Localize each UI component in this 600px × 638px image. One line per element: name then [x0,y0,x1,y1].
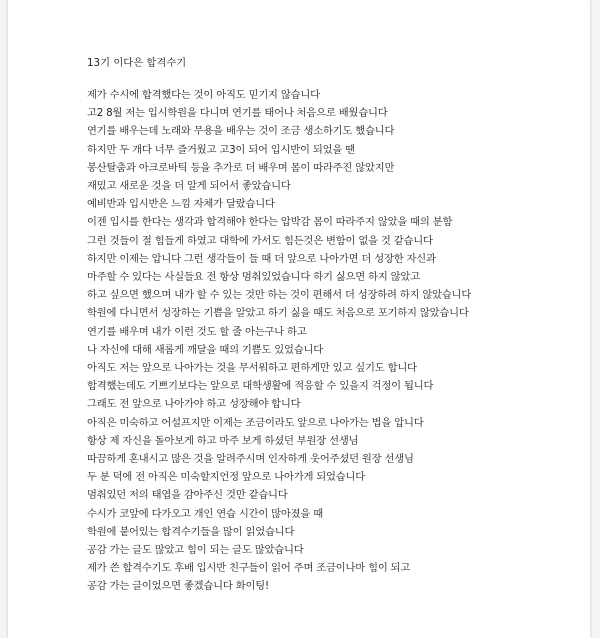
body-line: 봉산탈춤과 아크로바틱 등을 추가로 더 배우며 몸이 따라주진 않았지만 [87,161,395,174]
body-line: 수시가 코앞에 다가오고 개인 연습 시간이 많아졌을 때 [87,507,323,520]
body-line: 멈춰있던 저의 태엽을 감아주신 것만 같습니다 [87,489,288,502]
document-title: 13기 이다은 합격수기 [87,57,187,69]
body-line: 하고 싶으면 했으며 내가 할 수 있는 것만 하는 것이 편해서 더 성장하려 하지 않았습니다 [87,289,472,302]
body-line: 고2 8월 저는 입시학원을 다니며 연기를 태어나 처음으로 배웠습니다 [87,107,388,120]
body-line: 아직도 저는 앞으로 나아가는 것을 무서워하고 편하게만 있고 싶기도 합니다 [87,362,417,375]
body-line: 아직은 미숙하고 어설프지만 이제는 조금이라도 앞으로 나아가는 법을 압니다 [87,416,424,429]
body-line: 제가 쓴 합격수기도 후배 입시반 친구들이 읽어 주며 조금이나마 힘이 되고 [87,562,411,575]
body-line: 예비반과 입시반은 느낌 자체가 달랐습니다 [87,198,275,211]
body-line: 제가 수시에 합격했다는 것이 아직도 믿기지 않습니다 [87,89,320,101]
body-line: 연기를 배우는데 노래와 무용을 배우는 것이 조금 생소하기도 했습니다 [87,125,395,138]
body-line: 그런 것들이 절 힘들게 하였고 대학에 가서도 힘든것은 변함이 없을 것 같습니다 [87,234,433,247]
body-line: 공감 가는 글이었으면 좋겠습니다 화이팅! [87,580,269,593]
document-body [87,86,570,596]
body-line: 그래도 전 앞으로 나아가야 하고 성장해야 합니다 [87,398,301,411]
body-line: 두 분 덕에 전 아직은 미숙할지언정 앞으로 나아가게 되었습니다 [87,471,365,484]
body-line: 학원에 붙어있는 합격수기들을 많이 읽었습니다 [87,525,295,538]
body-line: 이젠 입시를 한다는 생각과 합격해야 한다는 압박감 몸이 따라주지 않았을 때의 분함 [87,216,453,229]
body-line: 항상 제 자신을 돌아보게 하고 마주 보게 하셨던 부원장 선생님 [87,434,359,447]
body-line: 나 자신에 대해 새롭게 깨달을 때의 기쁨도 있었습니다 [87,343,323,356]
document-page [8,0,590,638]
body-line: 재밌고 새로운 것을 더 알게 되어서 좋았습니다 [87,180,291,193]
body-line: 하지만 이제는 압니다 그런 생각들이 들 때 더 앞으로 나아가면 더 성장한 자신과 [87,252,436,265]
body-line: 학원에 다니면서 성장하는 기쁨을 알았고 하기 싫을 때도 처음으로 포기하지 않았습니다 [87,307,469,320]
body-line: 공감 가는 글도 많았고 힘이 되는 글도 많았습니다 [87,544,304,557]
body-line: 하지만 두 개다 너무 즐거웠고 고3이 되어 입시반이 되었을 땐 [87,143,355,156]
body-line: 마주할 수 있다는 사실들요 전 항상 멈춰있었습니다 하기 싫으면 하지 않았고 [87,271,420,284]
body-line: 연기를 배우며 내가 이런 것도 할 줄 아는구나 하고 [87,325,307,338]
body-line: 합격했는데도 기쁘기보다는 앞으로 대학생활에 적응할 수 있을지 걱정이 됩니다 [87,380,434,393]
body-line: 따끔하게 혼내시고 많은 것을 알려주시며 인자하게 웃어주셨던 원장 선생님 [87,453,414,466]
